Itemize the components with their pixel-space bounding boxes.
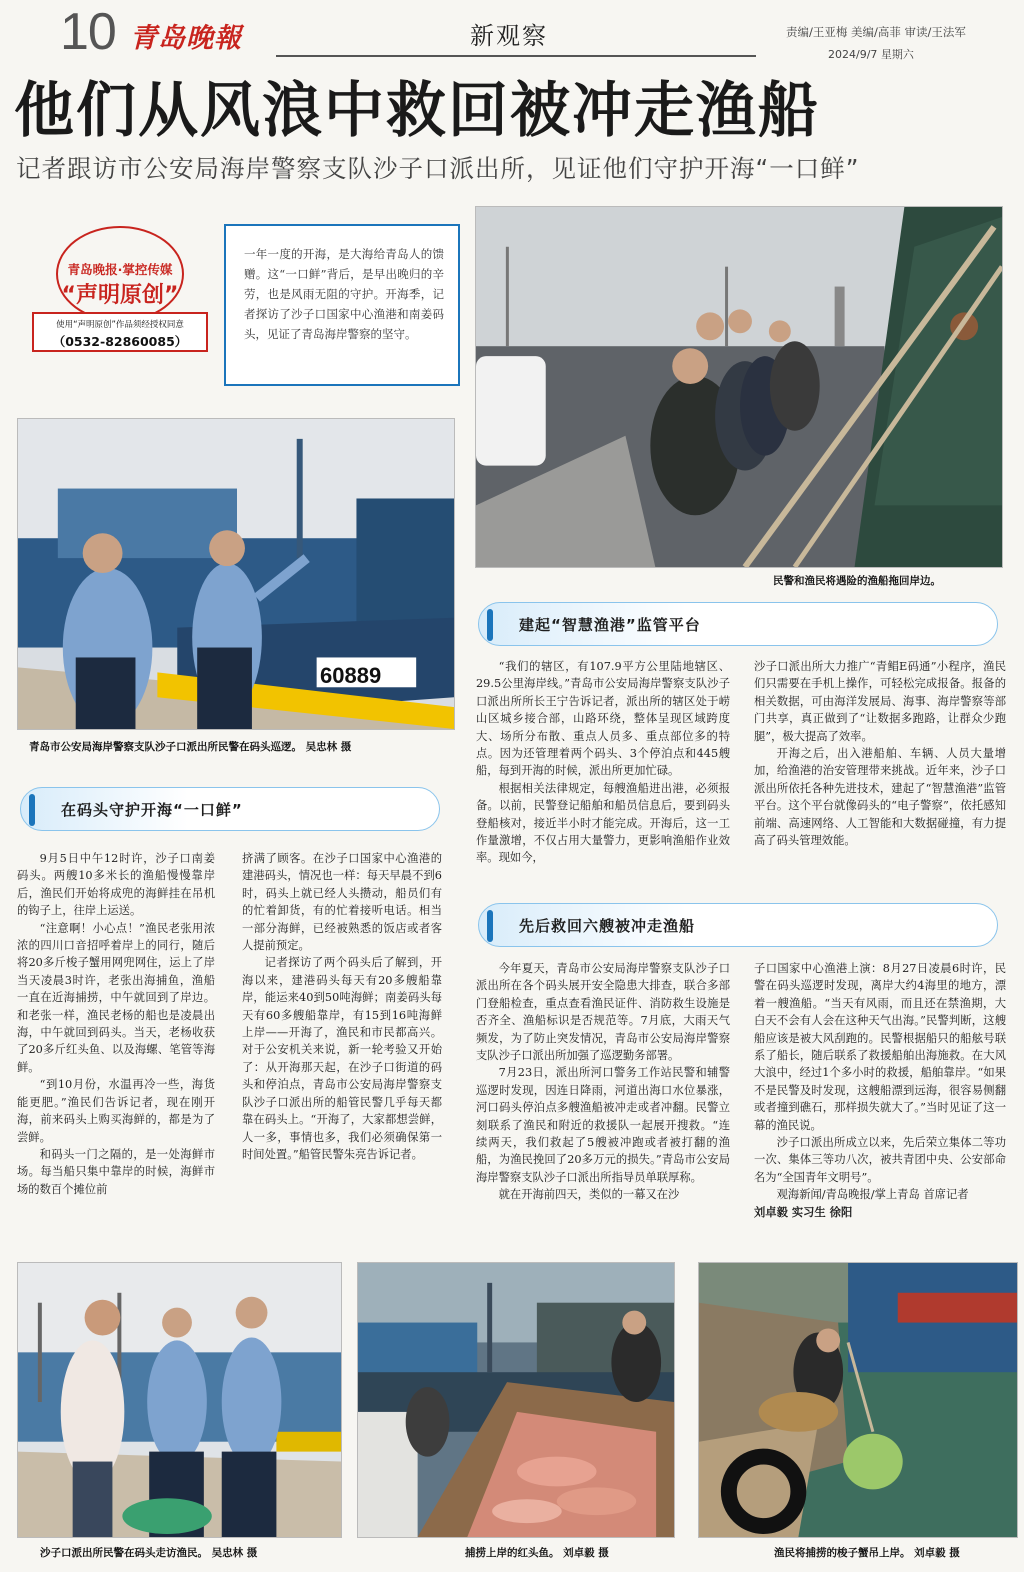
stamp-notice: 使用“声明原创”作品须经授权同意 [56,320,184,330]
header-rule [276,55,756,57]
photo-towing-boat [475,206,1003,568]
s1-column-1 [17,850,215,1198]
caption-towing-boat: 民警和渔民将遇险的渔船拖回岸边。 [773,575,941,587]
paragraph: 根据相关法律规定，每艘渔船进出港，必须报备。以前，民警登记船舶和船员信息后，要到码头登船核对，接近半小时才能完成。开海后，这一工作量激增，不仅占用大量警力，更影响渔船作业效率。现如今， [476,781,730,865]
intro-text: 一年一度的开海，是大海给青岛人的馈赠。这“一口鲜”背后，是早出晚归的辛劳，也是风雨无阻的守护。开海季，记者探访了沙子口国家中心渔港和南姜码头，见证了青岛海岸警察的坚守。 [244,247,444,341]
intro-box [224,224,460,386]
editor-credits: 责编/王亚梅 美编/高菲 审读/王法军 [786,25,966,39]
photo-police-patrol [17,418,455,730]
byline-names: 刘卓毅 实习生 徐阳 [754,1204,853,1219]
paragraph: 9月5日中午12时许，沙子口南姜码头。两艘10多米长的渔船慢慢靠岸后，渔民们开始将成兜的海鲜挂在吊机的钩子上，往岸上运送。 [17,852,215,918]
s2-column-1 [476,658,730,867]
original-claim-stamp [32,226,208,352]
section-title-2: 建起“智慧渔港”监管平台 [519,616,701,634]
paragraph: 就在开海前四天，类似的一幕又在沙 [498,1188,680,1202]
issue-date: 2024/9/7 星期六 [828,48,914,61]
byline [754,1186,1006,1221]
paragraph: “我们的辖区，有107.9平方公里陆地辖区、29.5公里海岸线。”青岛市公安局海岸警察支队沙子口派出所所长王宁告诉记者，派出所的辖区处于崂山区城乡接合部，山路环绕，整体呈现区域跨度大、场所分布散、重点人员多、重点部位多的特点。因为还管理着两个码头、3个停泊点和445艘船，每到开海的时候，派出所更加忙碌。 [476,660,730,778]
stamp-title: “声明原创” [61,283,179,308]
photo-police-visit [17,1262,342,1538]
byline-intro: 观海新闻/青岛晚报/掌上青岛 首席记者 [776,1188,969,1202]
caption-red-fish: 捕捞上岸的红头鱼。 刘卓毅 摄 [465,1547,609,1559]
page-number: 10 [60,3,116,61]
s2-column-2 [754,658,1006,849]
photo-crab-lift [698,1262,1018,1538]
section-head-marker [29,794,35,826]
stamp-notice-box [32,312,208,352]
section-title-3: 先后救回六艘被冲走渔船 [519,917,696,935]
paragraph: 沙子口派出所大力推广“青鲳E码通”小程序，渔民们只需要在手机上操作，可轻松完成报备。报备的相关数据，可由海洋发展局、海事、海岸警察等部门共享，真正做到了“让数据多跑路，让群众少跑腿”，极大提高了效率。 [754,660,1006,743]
paragraph: “到10月份，水温再冷一些，海货能更肥。”渔民们告诉记者，现在刚开海，前来码头上购买海鲜的，都是为了尝鲜。 [17,1078,215,1144]
paragraph: 沙子口派出所成立以来，先后荣立集体二等功一次、集体三等功八次，被共青团中央、公安部命名为“全国青年文明号”。 [754,1136,1006,1184]
s3-column-1 [476,960,730,1204]
paragraph: 今年夏天，青岛市公安局海岸警察支队沙子口派出所在各个码头展开安全隐患大排查，联合多部门登船检查，重点查看渔民证件、消防救生设施是否齐全、渔船标识是否规范等。7月底，大雨天气频发，为了防止突发情况，青岛市公安局海岸警察支队沙子口派出所加强了巡逻勤务部署。 [476,962,730,1063]
s1-column-2 [242,850,442,1163]
stamp-phone: （0532-82860085） [52,334,188,349]
paragraph: 挤满了顾客。在沙子口国家中心渔港的建港码头，情况也一样：每天早晨不到6时，码头上就已经人头攒动，船员们有的忙着卸货，有的忙着接听电话。相当一部分海鲜，已经被熟悉的饭店或者客人提前预定。 [242,852,442,953]
paragraph: 记者探访了两个码头后了解到，开海以来，建港码头每天有20多艘船靠岸，能运来40到50吨海鲜；南姜码头每天有60多艘船靠岸，有15到16吨海鲜上岸——开海了，渔民和市民都高兴。对于公安机关来说，新一轮考验又开始了：从开海那天起，在沙子口街道的码头和停泊点，青岛市公安局海岸警察支队沙子口派出所的船管民警几乎每天都靠在码头上。“开海了，大家都想尝鲜，人一多，事情也多，我们必须确保第一时间处置。”船管民警朱亮告诉记者。 [242,956,442,1161]
paragraph: 开海之后，出入港船舶、车辆、人员大量增加，给渔港的治安管理带来挑战。近年来，沙子口派出所依托各种先进技术，建起了“智慧渔港”监管平台。这个平台就像码头的“电子警察”，依托感知前端、高速网络、人工智能和大数据碰撞，有力提高了码头管理效能。 [754,747,1006,848]
subheadline: 记者跟访市公安局海岸警察支队沙子口派出所，见证他们守护开海“一口鲜” [16,154,860,183]
caption-crab-lift: 渔民将捕捞的梭子蟹吊上岸。 刘卓毅 摄 [774,1547,960,1559]
section-head-2 [478,602,998,646]
stamp-brand: 青岛晚报·掌控传媒 [67,262,173,277]
section-head-marker [487,910,493,942]
section-title-1: 在码头守护开海“一口鲜” [61,801,243,819]
caption-police-visit: 沙子口派出所民警在码头走访渔民。 吴忠林 摄 [40,1547,258,1559]
section-head-marker [487,609,493,641]
paragraph: “注意啊！小心点！”渔民老张用浓浓的四川口音招呼着岸上的同行，随后将20多斤梭子蟹用网兜网住，运上了岸当天凌晨3时许，老张出海捕鱼，渔船一直在近海捕捞，中午就回到了岸边。和老张一样，渔民老杨的船也是凌晨出海，中午就回到码头。当天，老杨收获了20多斤红头鱼、以及海螺、笔管等海鲜。 [17,921,215,1074]
newspaper-logo: 青岛晚報 [130,23,242,54]
paragraph: 和码头一门之隔的，是一处海鲜市场。每当船只集中靠岸的时候，海鲜市场的数百个摊位前 [17,1147,215,1196]
headline: 他们从风浪中救回被冲走渔船 [14,76,820,146]
section-head-1 [20,787,440,831]
section-title: 新观察 [470,22,548,50]
boat-number: 60889 [320,663,382,688]
caption-police-patrol: 青岛市公安局海岸警察支队沙子口派出所民警在码头巡逻。 吴忠林 摄 [29,741,352,753]
section-head-3 [478,903,998,947]
paragraph: 7月23日，派出所河口警务工作站民警和辅警巡逻时发现，因连日降雨，河道出海口水位暴涨，河口码头停泊点多艘渔船被冲走或者冲翻。民警立刻联系了渔民和附近的救援队一起展开搜救。“连续两天，我们救起了5艘被冲跑或者被打翻的渔船，为渔民挽回了20多万元的损失。”青岛市公安局海岸警察支队沙子口派出所指导员单联厚称。 [476,1066,730,1184]
paragraph: 子口国家中心渔港上演：8月27日凌晨6时许，民警在码头巡逻时发现，离岸大约4海里的地方，漂着一艘渔船。“当天有风雨，而且还在禁渔期，大白天不会有人会在这种天气出海。”民警判断，这艘船应该是被大风刮跑的。民警根据船只的船舷号联系了船长，随后联系了救援船舶出海施救。在大风大浪中，经过1个多小时的救援，船舶靠岸。“如果不是民警及时发现，这艘船漂到远海，很容易侧翻或者撞到礁石，那样损失就大了。”当时见证了这一幕的渔民说。 [754,962,1006,1132]
s3-column-2 [754,960,1006,1221]
photo-red-fish [357,1262,675,1538]
